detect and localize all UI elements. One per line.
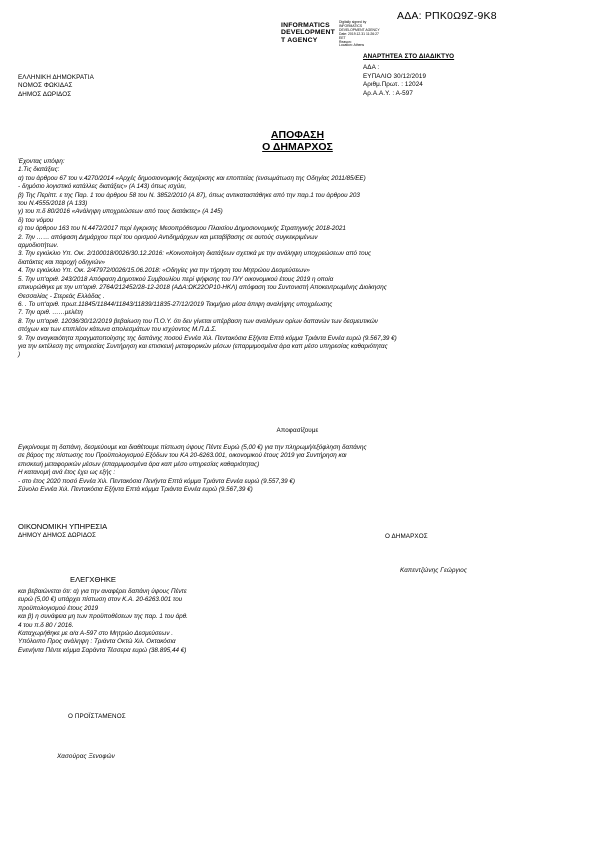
decide-label: Αποφασίζουμε [276,427,319,434]
aay-number: Αρ.Α.Α.Υ. : Α-597 [363,89,413,97]
checked-line: προϋπολογισμού έτους 2019 [18,604,99,612]
signature-detail-line: DEVELOPMENT AGENCY [339,27,380,32]
checked-line: και βεβαιώνεται ότι: α) για την αναφέρει δαπάνη ύψους Πέντε [18,588,187,595]
date-field: ΕΥΠΑΛΙΟ 30/12/2019 [363,72,427,80]
body-line: ε) του άρθρου 163 του Ν.4472/2017 περί έγκρισης Μεσοπρόθεσμου Πλαισίου Δημοσιονομικής Στρατηγικής 2018-2021 [18,225,346,233]
protocol-number: Αριθμ.Πρωτ. : 12024 [363,81,423,89]
body-line: Έχοντας υπόψη: [18,158,65,165]
finance-municipality: ΔΗΜΟΥ ΔΗΜΟΣ ΔΩΡΙΔΟΣ [18,531,96,539]
decision-line: σε βάρος της πίστωσης του Προϋπολογισμού Εξόδων του ΚΑ 20-6263.001, οικονομικού έτους 2019 για Συντήρηση και [18,452,347,460]
checked-line: ευρώ (5,00 €) υπάρχει πίστωση στον Κ.Α. 20-6263.001 του [18,596,183,604]
signature-logo [281,22,335,44]
checked-details [18,588,583,655]
body-line: 5. Την υπ'αριθ. 243/2018 Απόφαση Δημοτικού Συμβουλίου περί ψήφισης του Π/Υ οικονομικού έτους 2019 η οποία [18,275,334,283]
checked-line: Καταχωρήθηκε με α/α Α-597 στο Μητρώο Δεσμεύσεων . [18,630,173,638]
mayor-name: Καπεντζώνης Γεώργιος [400,567,468,574]
decision-line: Εγκρίνουμε τη δαπάνη, δεσμεύουμε και διαθέτουμε πίστωση ύψους Πέντε Ευρώ (5,00 €) για την πληρωμή/εξόφληση δαπάνης [18,444,367,451]
body-line: επικυρώθηκε με την υπ'αριθ. 2764/212452/28-12-2018 (ΑΔΑ:ΩΚ22ΟΡ10-ΗΚΛ) απόφαση του Συντονιστή Αποκεντρωμένης Διοίκησης [18,284,387,292]
logo-line: T AGENCY [281,36,318,44]
body-line: ) [18,351,21,359]
signature-detail-line: Digitally signed by [339,20,367,24]
body-line: διατάκτες και παροχή οδηγιών» [18,258,105,266]
body-line: 4. Την εγκύκλιο Υπ. Οικ. 2/47972/0026/15.06.2018: «Οδηγίες για την τήρηση του Μητρώου Δεσμεύσεων» [18,267,310,275]
body-line: 3. Την εγκύκλιο Υπ. Οικ. 2/100018/0026/30.12.2016: «Κοινοποίηση διατάξεων σχετικά με την ανάληψη υποχρεώσεων από τους [18,250,372,258]
body-line: γ) του π.δ 80/2016 «Ανάληψη υποχρεώσεων από τους διατάκτες» (Α 145) [18,208,223,216]
considerations [18,158,583,360]
signature-details [339,21,380,48]
checked-line: και β) η συνάφεια μη των προϋποθέσεων της παρ. 1 του άρθ. [18,613,188,621]
decision [18,444,583,494]
decision-line: - στο έτος 2020 ποσό Εννέα Χιλ. Πεντακόσια Πενήντα Επτά κόμμα Τριάντα Εννέα ευρώ (9.557,39 €) [18,477,296,485]
ada-field: ΑΔΑ : [363,64,380,72]
checked-line: 4 του π.δ 80 / 2016. [18,621,74,629]
logo-line: INFORMATICS [281,22,330,29]
body-line: δ) του νόμου [18,216,54,224]
posted-online-label: ΑΝΑΡΤΗΤΕΑ ΣΤΟ ΔΙΑΔΙΚΤΥΟ [363,53,455,60]
title-mayor: Ο ΔΗΜΑΡΧΟΣ [262,141,333,153]
decision-line: επισκευή μεταφορικών μέσων (επαρμιμοσμένα άρα καπ μέσο υπηρεσίας καθαριότητας) [18,460,260,468]
prefecture-label: ΝΟΜΟΣ ΦΩΚΙΔΑΣ [18,82,73,90]
body-line: στόχων και των επιπλέον κάτωνα απολεσμάτων του ισχύοντος Μ.Π.Δ.Σ. [18,326,217,334]
body-line: 8. Την υπ'αριθ. 12036/30/12/2019 βεβαίωση του Π.Ο.Υ. ότι δεν γίνεται υπέρβαση των αναλόγων ορίων δαπανών των δεσμευτικών [18,317,378,325]
body-line: Θεσσαλίας - Στερεάς Ελλάδας . [18,292,105,300]
body-line: 7. Την αριθ. ……μελέτη [18,309,83,317]
body-line: αρμοδιοτήτων. [18,242,59,250]
header-right [363,53,454,98]
decision-line: Σύνολο Εννέα Χιλ. Πεντακόσια Εξήντα Επτά κόμμα Τριάντα Εννέα ευρώ (9.567,39 €) [18,486,253,494]
head-name: Χασούρας Ξενοφών [57,753,115,760]
body-line: 2. Την …… απόφαση Δημάρχου περί του ορισμού Αντιδημάρχων και μεταβίβασης σε αυτούς συγκεκριμένων [18,233,318,241]
header-left [18,74,94,99]
body-line: β) Της Περίπτ. ε της Παρ. 1 του άρθρου 58 του Ν. 3852/2010 (Α 87), όπως αντικαταστάθηκε από την παρ.1 του άρθρου 203 [18,191,360,199]
signature-detail-line: Reason: [339,39,352,44]
finance-service [18,522,107,540]
checked-label: ΕΛΕΓΧΘΗΚΕ [70,575,116,584]
decision-line: Η κατανομή ανά έτος έχει ως εξής : [18,469,116,477]
signature-detail-line: INFORMATICS [339,23,363,28]
country-label: ΕΛΛΗΝΙΚΗ ΔΗΜΟΚΡΑΤΙΑ [18,74,94,81]
head-label: Ο ΠΡΟΪΣΤΑΜΕΝΟΣ [68,713,126,720]
signature-detail-line: EET [339,35,346,40]
signature-detail-line: Location: Athens [339,43,365,48]
body-line: α) του άρθρου 67 του ν.4270/2014 «Αρχές δημοσιονομικής διαχείρισης και εποπτείας (ενσωμάτωση της Οδηγίας 2011/85/ΕΕ) [18,174,366,182]
municipality-label: ΔΗΜΟΣ ΔΩΡΙΔΟΣ [18,90,72,98]
body-line: - δημόσιο λογιστικό κατάλλες διατάξεις» (Α 143) όπως ισχύει, [18,183,187,191]
checked-line: Ενενήντα Πέντε κόμμα Σαράντα Τέσσερα ευρώ (38.895,44 €) [18,646,187,654]
body-line: για την εκτέλεση της υπηρεσίας Συντήρηση και επισκευή μεταφορικών μέσων (επαρμιμοσμένα άρα καπ μέσο υπηρεσίας καθαριότητας [18,342,388,350]
body-line: 1.Τις διατάξεις: [18,166,60,174]
checked-line: Υπόλοιπο Προς ανάληψη : Τριάντα Οκτώ Χιλ. Οκτακόσια [18,638,176,646]
logo-line: DEVELOPMENT [281,29,335,37]
body-line: του Ν.4555/2018 (Α 133) [18,200,88,208]
body-line: 9. Την αναγκαιότητα πραγματοποίησης της δαπάνης ποσού Εννέα Χιλ. Πεντακόσια Εξήντα Επτά κόμμα Τριάντα Εννέα ευρώ (9.567,39 €) [18,334,397,342]
ada-top: ΑΔΑ: ΡΠΚ0Ω9Ζ-9Κ8 [397,10,497,22]
mayor-label: Ο ΔΗΜΑΡΧΟΣ [385,533,428,540]
title-decision: ΑΠΟΦΑΣΗ [270,129,325,141]
signature-detail-line: Date: 2019.12.31 11:26:27 [339,31,379,36]
body-line: 6. . Το υπ'αριθ. πρωτ.11845/11844/11843/11839/11835-27/12/2019 Τεκμήριο μέσα άπιψη αναλήψης υποχρέωσης [18,300,333,308]
document-title [0,129,595,153]
finance-service-title: ΟΙΚΟΝΟΜΙΚΗ ΥΠΗΡΕΣΙΑ [18,522,108,531]
